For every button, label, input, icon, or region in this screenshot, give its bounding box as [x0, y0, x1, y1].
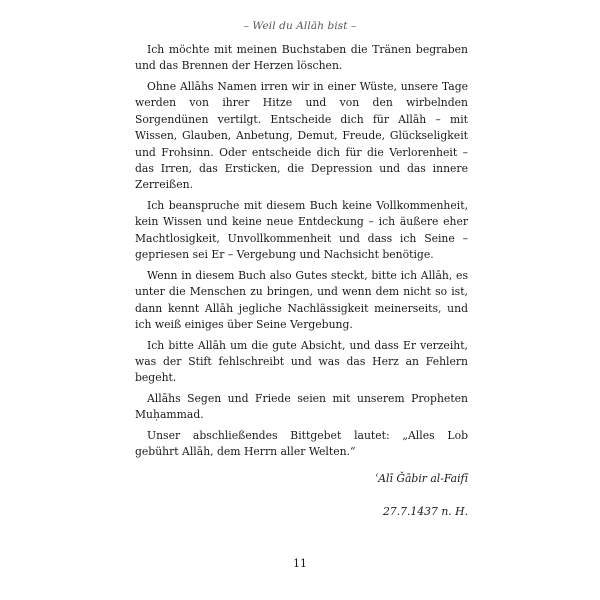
page-number: 11 — [293, 557, 307, 570]
paragraph-5: Ich bitte Allāh um die gute Absicht, und dass Er verzeiht, was der Stift fehlschreibt und was das Herz an Fehlern begeht. — [135, 338, 468, 385]
paragraph-2: Ohne Allāhs Namen irren wir in einer Wüste, unsere Tage werden von ihrer Hitze und von den wirbelnden Sorgendünen vertilgt. Entscheide dich für Allāh – mit Wissen, Glauben, Anbetung, Demut, Freude, Glückseligkeit und Frohsinn. Oder entscheide dich für die Verlorenheit – das Irren, das Ersticken, die Depression und das innere Zerreißen. — [135, 80, 468, 192]
paragraph-1: Ich möchte mit meinen Buchstaben die Tränen begraben und das Brennen der Herzen löschen. — [135, 43, 468, 73]
paragraph-7: Unser abschließendes Bittgebet lautet: „Alles Lob gebührt Allāh, dem Herrn aller Welten.“ — [135, 429, 468, 459]
running-head: – Weil du Allāh bist – — [243, 20, 357, 32]
paragraph-6: Allāhs Segen und Friede seien mit unserem Propheten Muḥammad. — [135, 392, 468, 422]
paragraph-4: Wenn in diesem Buch also Gutes steckt, bitte ich Allāh, es unter die Menschen zu bringen, und wenn dem nicht so ist, dann kennt Allāh jegliche Nachlässigkeit meinerseits, und ich weiß einiges über Seine Vergebung. — [135, 268, 468, 332]
author-signature: ʿAlī Ǧābir al-Faifī — [374, 471, 468, 485]
main-text-block — [135, 42, 468, 520]
paragraph-3: Ich beanspruche mit diesem Buch keine Vollkommenheit, kein Wissen und keine neue Entdeckung – ich äußere eher Machtlosigkeit, Unvollkommenheit und dass ich Seine – gepriesen sei Er – Vergebung und Nachsicht benötige. — [135, 199, 468, 262]
signature-date: 27.7.1437 n. H. — [382, 504, 468, 518]
